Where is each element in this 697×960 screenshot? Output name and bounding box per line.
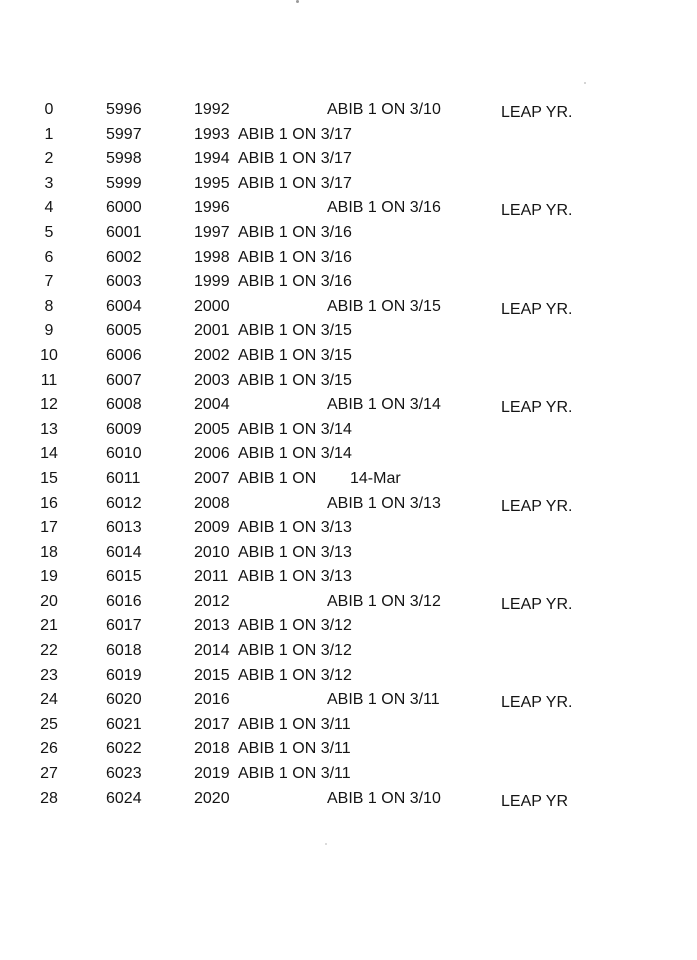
- row-number: 6006: [106, 346, 142, 364]
- scan-speck: [325, 843, 327, 845]
- row-number: 6016: [106, 592, 142, 610]
- scan-speck: [296, 0, 299, 3]
- row-year: 2017: [194, 715, 230, 733]
- row-index: 6: [44, 248, 54, 266]
- row-year: 1993: [194, 125, 230, 143]
- table-row: [0, 713, 697, 738]
- table-row: [0, 196, 697, 221]
- abib-date: ABIB 1 ON 3/13: [238, 519, 352, 537]
- table-row: [0, 270, 697, 295]
- row-index: 11: [40, 371, 58, 389]
- row-index: 9: [44, 322, 54, 340]
- abib-date: ABIB 1 ON 3/11: [238, 740, 351, 758]
- abib-date: ABIB 1 ON 3/13: [238, 568, 352, 586]
- abib-date: ABIB 1 ON 3/16: [238, 273, 352, 291]
- row-number: 6013: [106, 519, 142, 537]
- row-number: 6021: [106, 715, 142, 733]
- row-year: 2020: [194, 789, 230, 807]
- row-index: 1: [44, 125, 54, 143]
- row-number: 6003: [106, 273, 142, 291]
- table-row: [0, 246, 697, 271]
- leap-year-label: LEAP YR.: [501, 104, 573, 121]
- table-row: [0, 221, 697, 246]
- row-number: 6010: [106, 445, 142, 463]
- row-index: 3: [44, 174, 54, 192]
- table-row: [0, 762, 697, 787]
- leap-year-label: LEAP YR.: [501, 595, 573, 613]
- row-year: 1997: [194, 223, 230, 241]
- abib-date: ABIB 1 ON 3/15: [238, 371, 352, 389]
- row-year: 2005: [194, 420, 230, 438]
- row-number: 6019: [106, 666, 142, 684]
- table-row: [0, 172, 697, 197]
- abib-date: ABIB 1 ON 3/14: [238, 420, 352, 438]
- table-row: [0, 467, 697, 492]
- leap-year-label: LEAP YR: [501, 792, 569, 810]
- row-number: 5996: [106, 101, 142, 118]
- abib-date: ABIB 1 ON 3/10: [327, 101, 441, 118]
- abib-date: ABIB 1 ON 3/13: [238, 543, 352, 561]
- table-row: [0, 442, 697, 467]
- row-index: 7: [44, 273, 54, 291]
- table-row: [0, 147, 697, 172]
- abib-date: ABIB 1 ON 3/15: [238, 346, 352, 364]
- row-number: 6022: [106, 740, 142, 758]
- row-index: 10: [40, 346, 58, 364]
- abib-date: ABIB 1 ON 3/13: [327, 494, 441, 512]
- row-number: 6004: [106, 297, 142, 315]
- row-year: 2018: [194, 740, 230, 758]
- row-index: 24: [40, 691, 58, 709]
- table-row: [0, 541, 697, 566]
- abib-date: ABIB 1 ON 3/17: [238, 125, 352, 143]
- row-number: 6017: [106, 617, 142, 635]
- abib-date-value: 14-Mar: [350, 469, 401, 487]
- abib-date: ABIB 1 ON 3/14: [238, 445, 352, 463]
- leap-year-label: LEAP YR.: [501, 202, 573, 220]
- row-year: 1994: [194, 150, 230, 168]
- row-number: 6002: [106, 248, 142, 266]
- row-number: 6011: [106, 469, 141, 487]
- row-index: 28: [40, 789, 58, 807]
- table-row: [0, 418, 697, 443]
- row-index: 12: [40, 396, 58, 414]
- row-index: 15: [40, 469, 58, 487]
- table-row: [0, 614, 697, 639]
- abib-date: ABIB 1 ON: [238, 469, 317, 487]
- table-row: [0, 565, 697, 590]
- table-row: [0, 639, 697, 664]
- abib-date: ABIB 1 ON 3/17: [238, 150, 352, 168]
- row-index: 8: [44, 297, 54, 315]
- row-year: 2012: [194, 592, 230, 610]
- leap-year-label: LEAP YR.: [501, 399, 573, 417]
- abib-date: ABIB 1 ON 3/16: [238, 223, 352, 241]
- table-row: [0, 319, 697, 344]
- row-index: 16: [40, 494, 58, 512]
- abib-date: ABIB 1 ON 3/12: [238, 642, 352, 660]
- row-index: 18: [40, 543, 58, 561]
- abib-date: ABIB 1 ON 3/11: [327, 691, 440, 709]
- leap-year-label: LEAP YR.: [501, 694, 573, 712]
- row-year: 2002: [194, 346, 230, 364]
- abib-date: ABIB 1 ON 3/12: [238, 666, 352, 684]
- row-year: 2009: [194, 519, 230, 537]
- row-year: 2004: [194, 396, 230, 414]
- table-row: [0, 369, 697, 394]
- row-number: 6018: [106, 642, 142, 660]
- abib-date: ABIB 1 ON 3/17: [238, 174, 352, 192]
- row-index: 20: [40, 592, 58, 610]
- row-number: 5999: [106, 174, 142, 192]
- leap-year-label: LEAP YR.: [501, 300, 573, 318]
- row-index: 17: [40, 519, 58, 537]
- row-index: 27: [40, 765, 58, 783]
- row-number: 6001: [106, 223, 142, 241]
- leap-year-label: LEAP YR.: [501, 497, 573, 515]
- row-number: 5997: [106, 125, 142, 143]
- table-row: [0, 123, 697, 148]
- row-number: 6014: [106, 543, 142, 561]
- row-index: 23: [40, 666, 58, 684]
- row-number: 6023: [106, 765, 142, 783]
- row-number: 6015: [106, 568, 142, 586]
- row-year: 2010: [194, 543, 230, 561]
- table-row: [0, 492, 697, 517]
- row-year: 2013: [194, 617, 230, 635]
- row-year: 2016: [194, 691, 230, 709]
- row-index: 5: [44, 223, 54, 241]
- table-row: [0, 737, 697, 762]
- row-number: 6012: [106, 494, 142, 512]
- row-year: 1999: [194, 273, 230, 291]
- row-number: 6005: [106, 322, 142, 340]
- row-number: 5998: [106, 150, 142, 168]
- row-number: 6008: [106, 396, 142, 414]
- row-number: 6009: [106, 420, 142, 438]
- row-year: 2001: [194, 322, 230, 340]
- row-number: 6007: [106, 371, 142, 389]
- table-row: [0, 393, 697, 418]
- row-year: 1996: [194, 199, 230, 217]
- abib-date: ABIB 1 ON 3/14: [327, 396, 441, 414]
- table-row: [0, 590, 697, 615]
- row-year: 1998: [194, 248, 230, 266]
- row-year: 2003: [194, 371, 230, 389]
- row-year: 2006: [194, 445, 230, 463]
- table-row: [0, 688, 697, 713]
- row-year: 2014: [194, 642, 230, 660]
- table-row: [0, 344, 697, 369]
- row-index: 0: [44, 101, 54, 118]
- row-year: 1992: [194, 101, 230, 118]
- row-number: 6000: [106, 199, 142, 217]
- abib-date: ABIB 1 ON 3/15: [327, 297, 441, 315]
- row-index: 13: [40, 420, 58, 438]
- abib-date: ABIB 1 ON 3/15: [238, 322, 352, 340]
- abib-date: ABIB 1 ON 3/10: [327, 789, 441, 807]
- row-year: 2015: [194, 666, 230, 684]
- row-number: 6020: [106, 691, 142, 709]
- abib-date: ABIB 1 ON 3/12: [327, 592, 441, 610]
- abib-date: ABIB 1 ON 3/11: [238, 715, 351, 733]
- row-year: 2011: [194, 568, 229, 586]
- row-number: 6024: [106, 789, 142, 807]
- row-index: 2: [44, 150, 54, 168]
- row-year: 1995: [194, 174, 230, 192]
- row-index: 26: [40, 740, 58, 758]
- row-year: 2000: [194, 297, 230, 315]
- row-index: 25: [40, 715, 58, 733]
- table-row: [0, 787, 697, 812]
- row-index: 19: [40, 568, 58, 586]
- table-row: [0, 98, 697, 123]
- abib-date: ABIB 1 ON 3/16: [327, 199, 441, 217]
- row-index: 4: [44, 199, 54, 217]
- row-year: 2007: [194, 469, 230, 487]
- row-index: 21: [40, 617, 58, 635]
- abib-date: ABIB 1 ON 3/11: [238, 765, 351, 783]
- scan-speck: [584, 82, 586, 84]
- table-row: [0, 664, 697, 689]
- abib-date: ABIB 1 ON 3/16: [238, 248, 352, 266]
- abib-calendar-table: [0, 98, 697, 811]
- abib-date: ABIB 1 ON 3/12: [238, 617, 352, 635]
- row-year: 2008: [194, 494, 230, 512]
- row-year: 2019: [194, 765, 230, 783]
- row-index: 14: [40, 445, 58, 463]
- table-row: [0, 295, 697, 320]
- table-row: [0, 516, 697, 541]
- row-index: 22: [40, 642, 58, 660]
